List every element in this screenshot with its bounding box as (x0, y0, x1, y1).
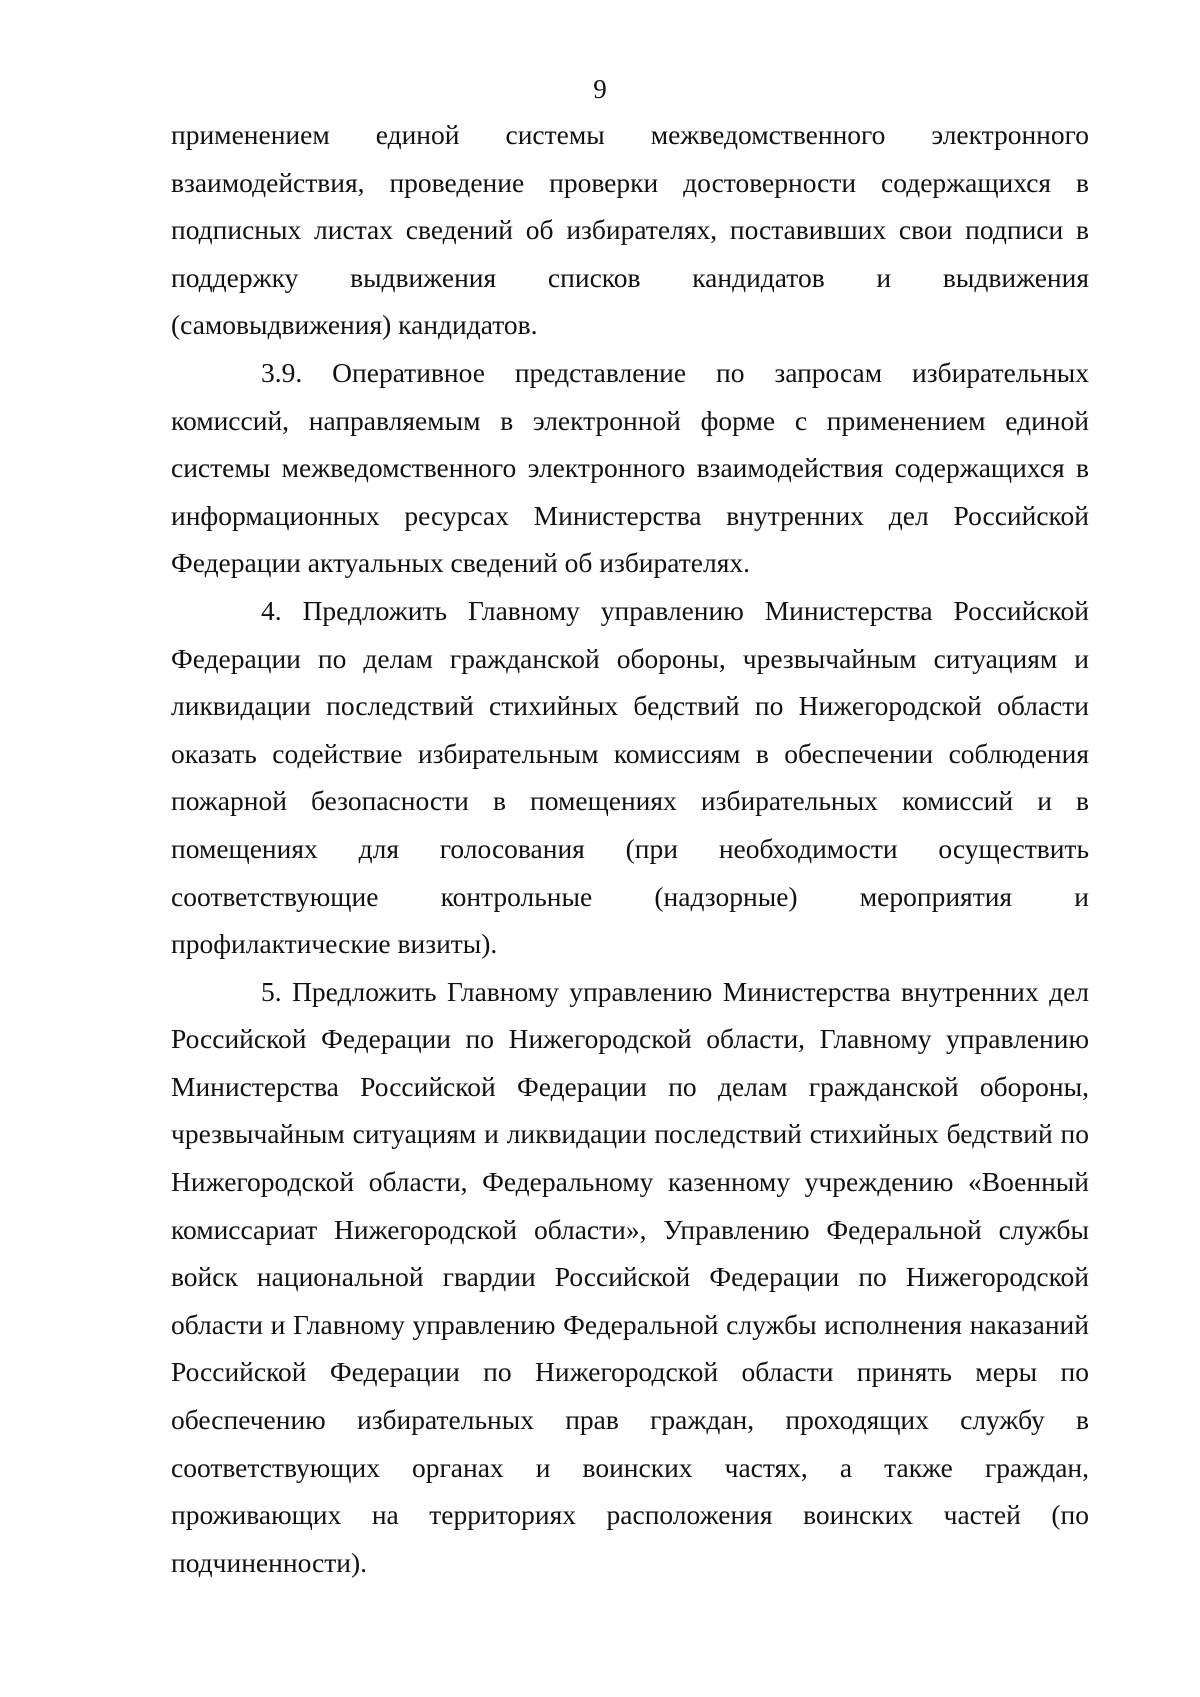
paragraph-continuation: применением единой системы межведомственного электронного взаимодействия, проведение проверки достоверности содержащихся в подписных листах сведений об избирателях, поставивших свои подписи в поддержку выдвижения списков кандидатов и выдвижения (самовыдвижения) кандидатов. (171, 119, 1089, 341)
paragraph-5: 5. Предложить Главному управлению Министерства внутренних дел Российской Федерации по Нижегородской области, Главному управлению Министерства Российской Федерации по делам гражданской обороны, чрезвычайным ситуациям и ликвидации последствий стихийных бедствий по Нижегородской области, Федеральному казенному учреждению «Военный комиссариат Нижегородской области», Управлению Федеральной службы войск национальной гвардии Российской Федерации по Нижегородской области и Главному управлению Федеральной службы исполнения наказаний Российской Федерации по Нижегородской области принять меры по обеспечению избирательных прав граждан, проходящих службу в соответствующих органах и воинских частях, а также граждан, проживающих на территориях расположения воинских частей (по подчиненности). (171, 975, 1089, 1578)
paragraph-3-9: 3.9. Оперативное представление по запросам избирательных комиссий, направляемым в электронной форме с применением единой системы межведомственного электронного взаимодействия содержащихся в информационных ресурсах Министерства внутренних дел Российской Федерации актуальных сведений об избирателях. (171, 356, 1089, 579)
document-body (171, 111, 1089, 1586)
page-number: 9 (593, 74, 607, 104)
paragraph-4: 4. Предложить Главному управлению Министерства Российской Федерации по делам гражданской обороны, чрезвычайным ситуациям и ликвидации последствий стихийных бедствий по Нижегородской области оказать содействие избирательным комиссиям в обеспечении соблюдения пожарной безопасности в помещениях избирательных комиссий и в помещениях для голосования (при необходимости осуществить соответствующие контрольные (надзорные) мероприятия и профилактические визиты). (171, 594, 1089, 960)
